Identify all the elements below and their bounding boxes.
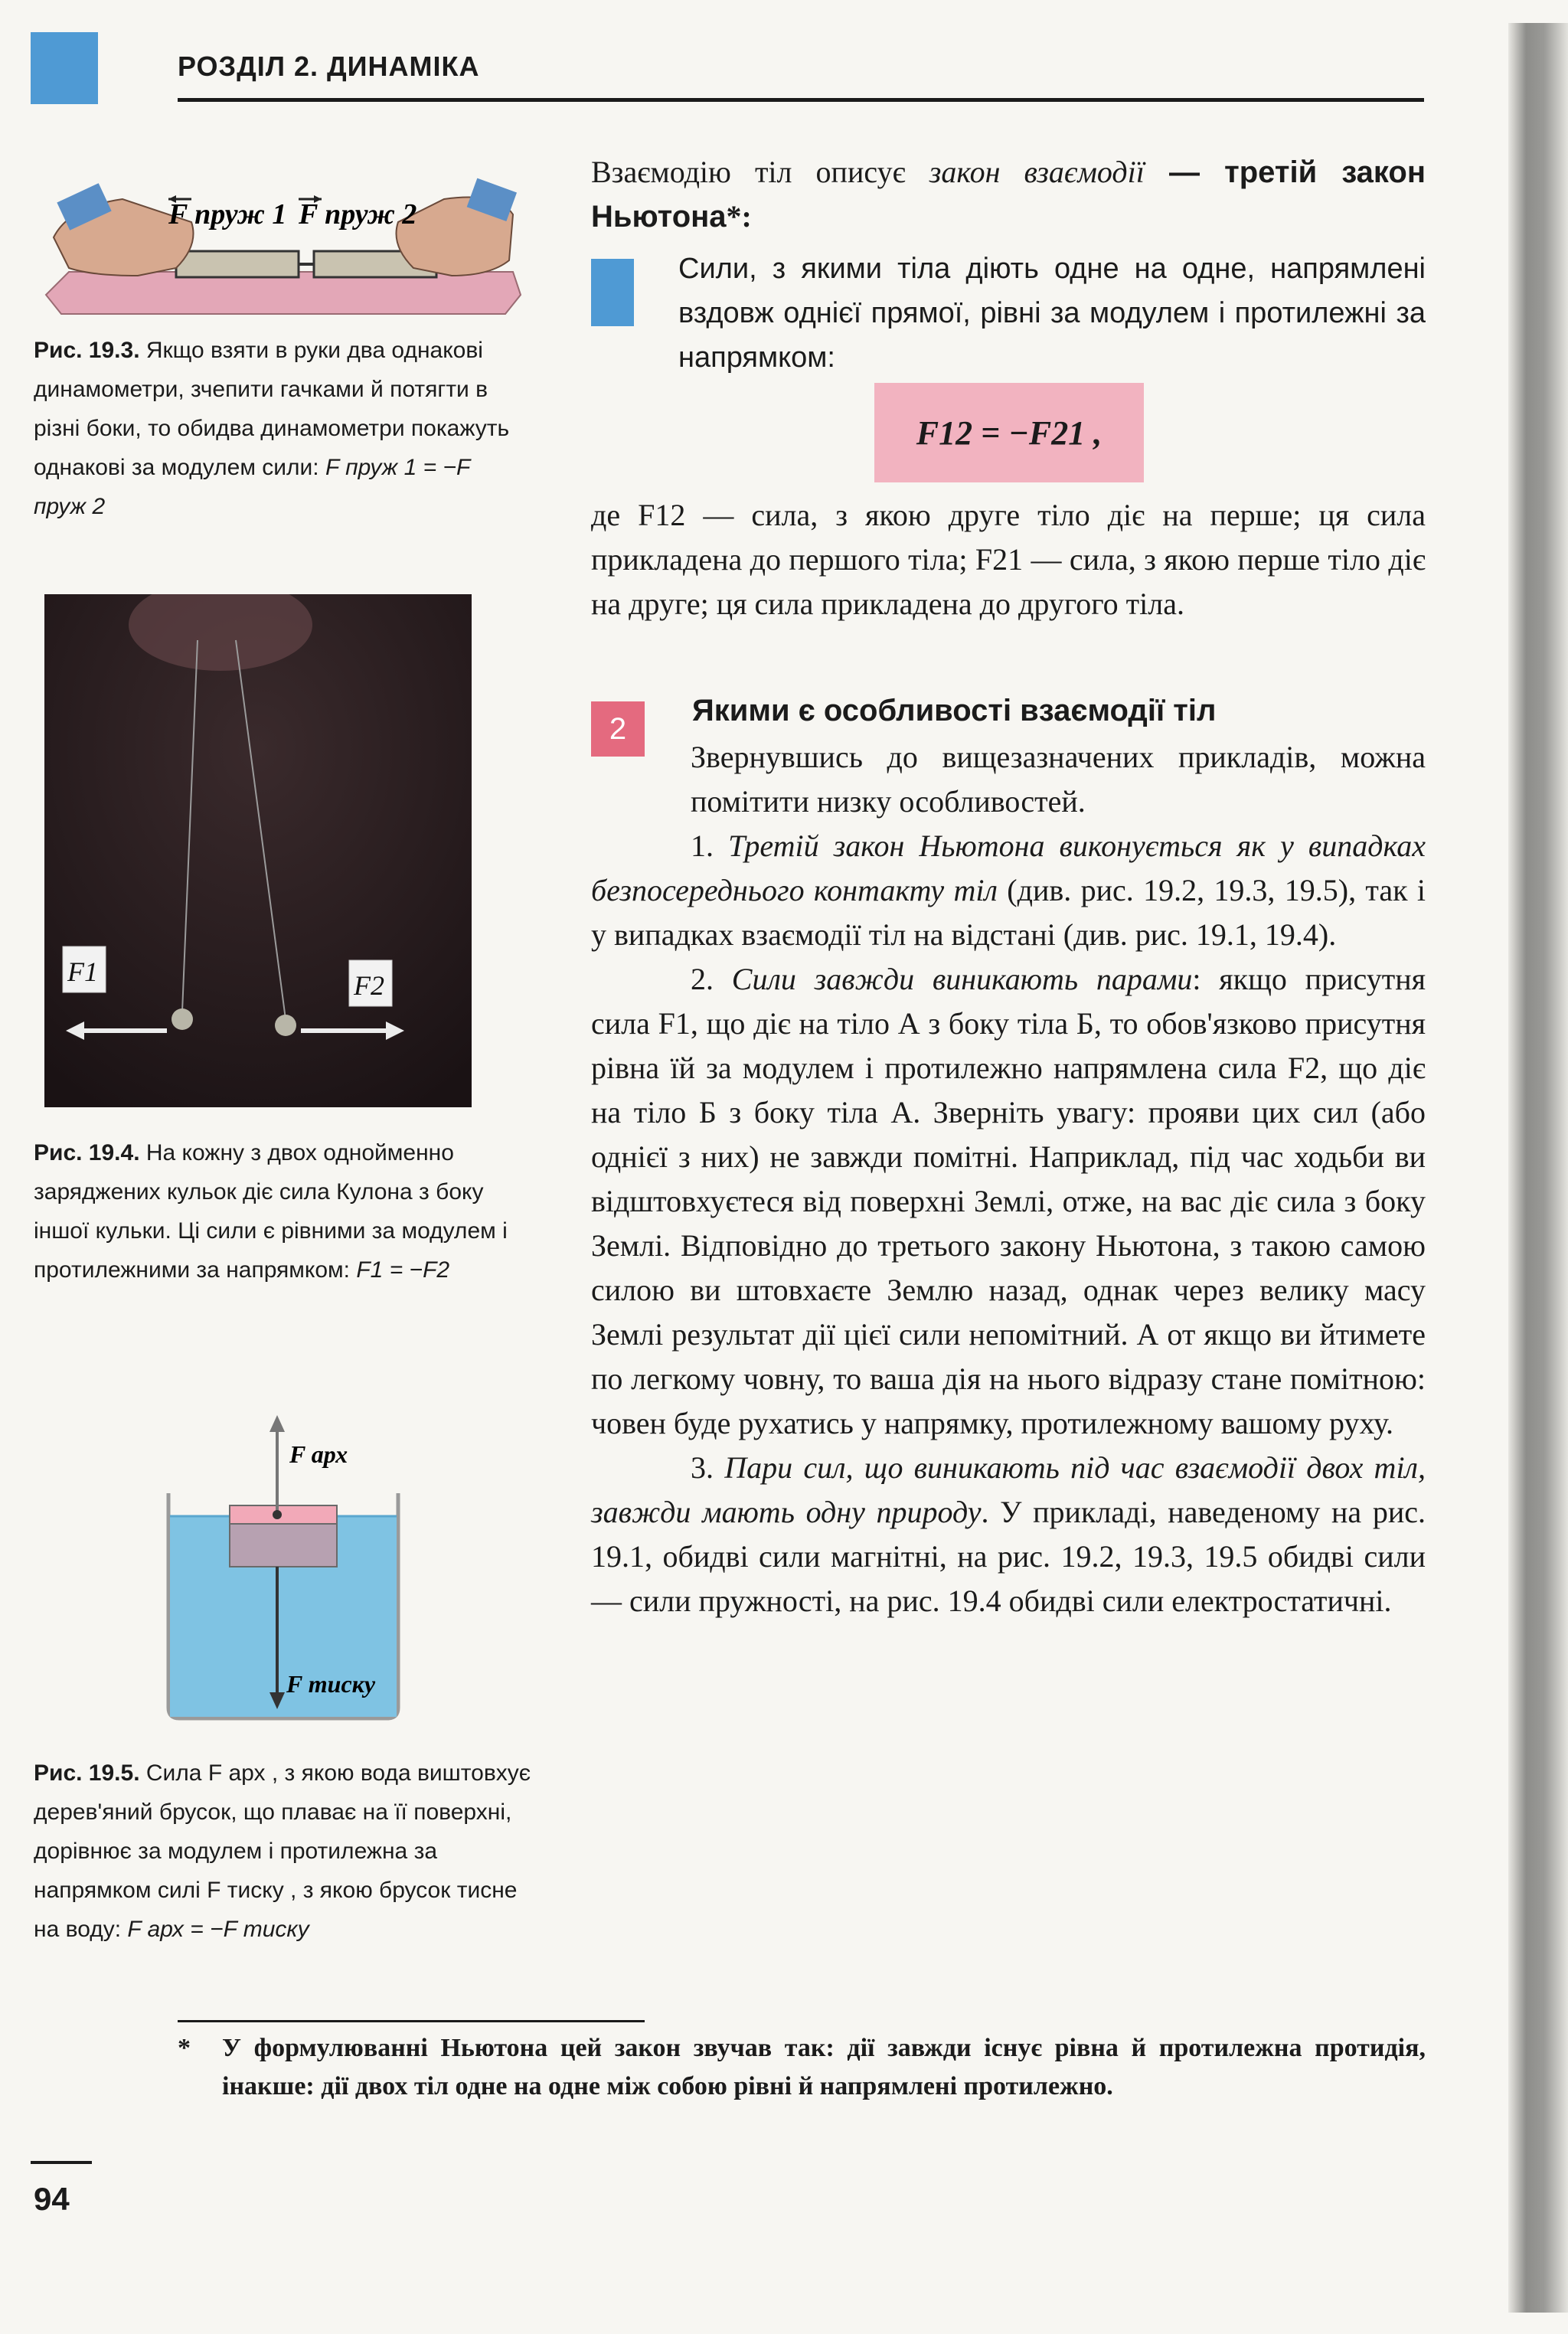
page-number-rule [31,2161,92,2164]
formula-text: F12 = −F21 , [916,414,1102,452]
figure-19-5 [153,1409,413,1723]
figure-19-4-caption [34,1133,524,1290]
label-f1: F1 [67,956,98,987]
section-number-badge: 2 [591,701,645,757]
label-f-spring2: F пруж 2 [299,198,417,230]
feature-1-text: (див. рис. 19.2, 19.3, 19.5), так і у випадках взаємодії тіл на відстані (див. рис. 19.1, 19.4). [591,873,1426,952]
caption-text: На кожну з двох однойменно заряджених кульок діє сила Кулона з боку іншої кульки. Ці сили є рівними за модулем і протилежними за напрямком: [34,1140,508,1283]
chapter-title: РОЗДІЛ 2. ДИНАМІКА [178,51,480,82]
section-body [591,735,1426,1623]
caption-text: Сила F арх , з якою вода виштовхує дерев'яний брусок, що плаває на її поверхні, дорівнює за модулем і протилежна за напрямком силі F тиску , з якою брусок тисне на воду: [34,1760,531,1942]
feature-3-italic: Пари сил, що виникають під час взаємодії двох тіл, завжди мають одну природу [591,1450,1426,1529]
footnote [178,2029,1426,2106]
caption-number: Рис. 19.4. [34,1140,140,1165]
caption-text: Якщо взяти в руки два однакові динамометри, зчепити гачками й потягти в різні боки, то обидва динамометри покажуть однакові за модулем сили: [34,338,510,480]
figure-19-3-caption [34,331,524,526]
footnote-star: * [178,2034,191,2062]
caption-formula: F пруж 1 = −F пруж 2 [34,455,470,519]
feature-2-italic: Сили завжди виникають парами [731,962,1193,996]
newton-third-law: Сили, з якими тіла діють одне на одне, напрямлені вздовж однієї прямої, рівні за модулем і протилежні за напрямком: [678,253,1426,374]
figure-19-4 [44,594,472,1107]
page-number: 94 [34,2181,70,2217]
feature-3-text: . У прикладі, наведеному на рис. 19.1, обидві сили магнітні, на рис. 19.2, 19.3, 19.5 обидві сили — сили пружності, на рис. 19.4 обидві сили електростатичні. [591,1495,1426,1618]
feature-3-number: 3. [691,1450,725,1485]
where-paragraph [591,493,1426,626]
label-f-pressure: F тиску [286,1670,376,1698]
caption-number: Рис. 19.3. [34,338,140,363]
feature-2-text: : якщо присутня сила F1, що діє на тіло А з боку тіла Б, то обов'язково присутня рівна їй за модулем і протилежно напрямлена сила F2, що діє на тіло Б з боку тіла А. Зверніть увагу: прояви цих сил (або однієї з них) не завжди помітні. Наприклад, під час ходьби ви відштовхуєтеся від поверхні Землі, отже, на вас діє сила з боку Землі. Відповідно до третього закону Ньютона, з такою самою силою ви штовхаєте Землю назад, однак через велику масу Землі результат дії цієї сили непомітний. А от якщо ви йтимете по легкому човну, то ваша дія на нього відразу стане помітною: човен буде рухатись у напрямку, протилежному вашому руху. [591,962,1426,1440]
scan-page-edge [1508,23,1568,2313]
label-f-arch: F арх [289,1440,348,1468]
where-text: де F12 — сила, з якою друге тіло діє на перше; ця сила прикладена до першого тіла; F21 — сила, з якою перше тіло діє на друге; ця сила прикладена до другого тіла. [591,498,1426,621]
feature-1-italic: Третій закон Ньютона виконується як у випадках безпосереднього контакту тіл [591,829,1426,907]
intro-paragraph [591,150,1426,239]
feature-2 [591,957,1426,1446]
intro-italic: закон взаємодії [929,155,1145,189]
intro-bold: — третій закон Ньютона [591,155,1426,234]
dynamometers-illustration [38,153,528,329]
feature-1 [591,824,1426,957]
charged-balls-photo [44,594,472,1107]
feature-1-number: 1. [691,829,729,863]
header-rule [178,98,1424,102]
caption-formula: F1 = −F2 [356,1257,450,1283]
intro-examples-text: Звернувшись до вищезазначених прикладів, можна помітити низку особливостей. [691,740,1426,819]
footnote-rule [178,2020,645,2022]
figure-19-3 [38,153,528,329]
feature-2-number: 2. [691,962,732,996]
intro-plain: Взаємодію тіл описує [591,155,929,189]
caption-formula: F арх = −F тиску [127,1917,309,1942]
figure-19-5-caption [34,1754,531,1949]
header-accent-square [31,32,98,104]
floating-block-illustration [153,1409,413,1723]
caption-number: Рис. 19.5. [34,1760,140,1786]
feature-3 [591,1446,1426,1623]
footnote-text: У формулюванні Ньютона цей закон звучав так: дії завжди існує рівна й протилежна протидія, інакше: дії двох тіл одне на одне між собою рівні й напрямлені протилежно. [222,2034,1426,2100]
law-marker [591,259,634,326]
intro-star: *: [726,199,752,234]
section-title: Якими є особливості взаємодії тіл [692,694,1217,727]
intro-examples [691,735,1426,824]
label-f-spring1: F пруж 1 [168,198,287,230]
label-f2: F2 [354,970,384,1001]
law-formula [874,383,1144,482]
